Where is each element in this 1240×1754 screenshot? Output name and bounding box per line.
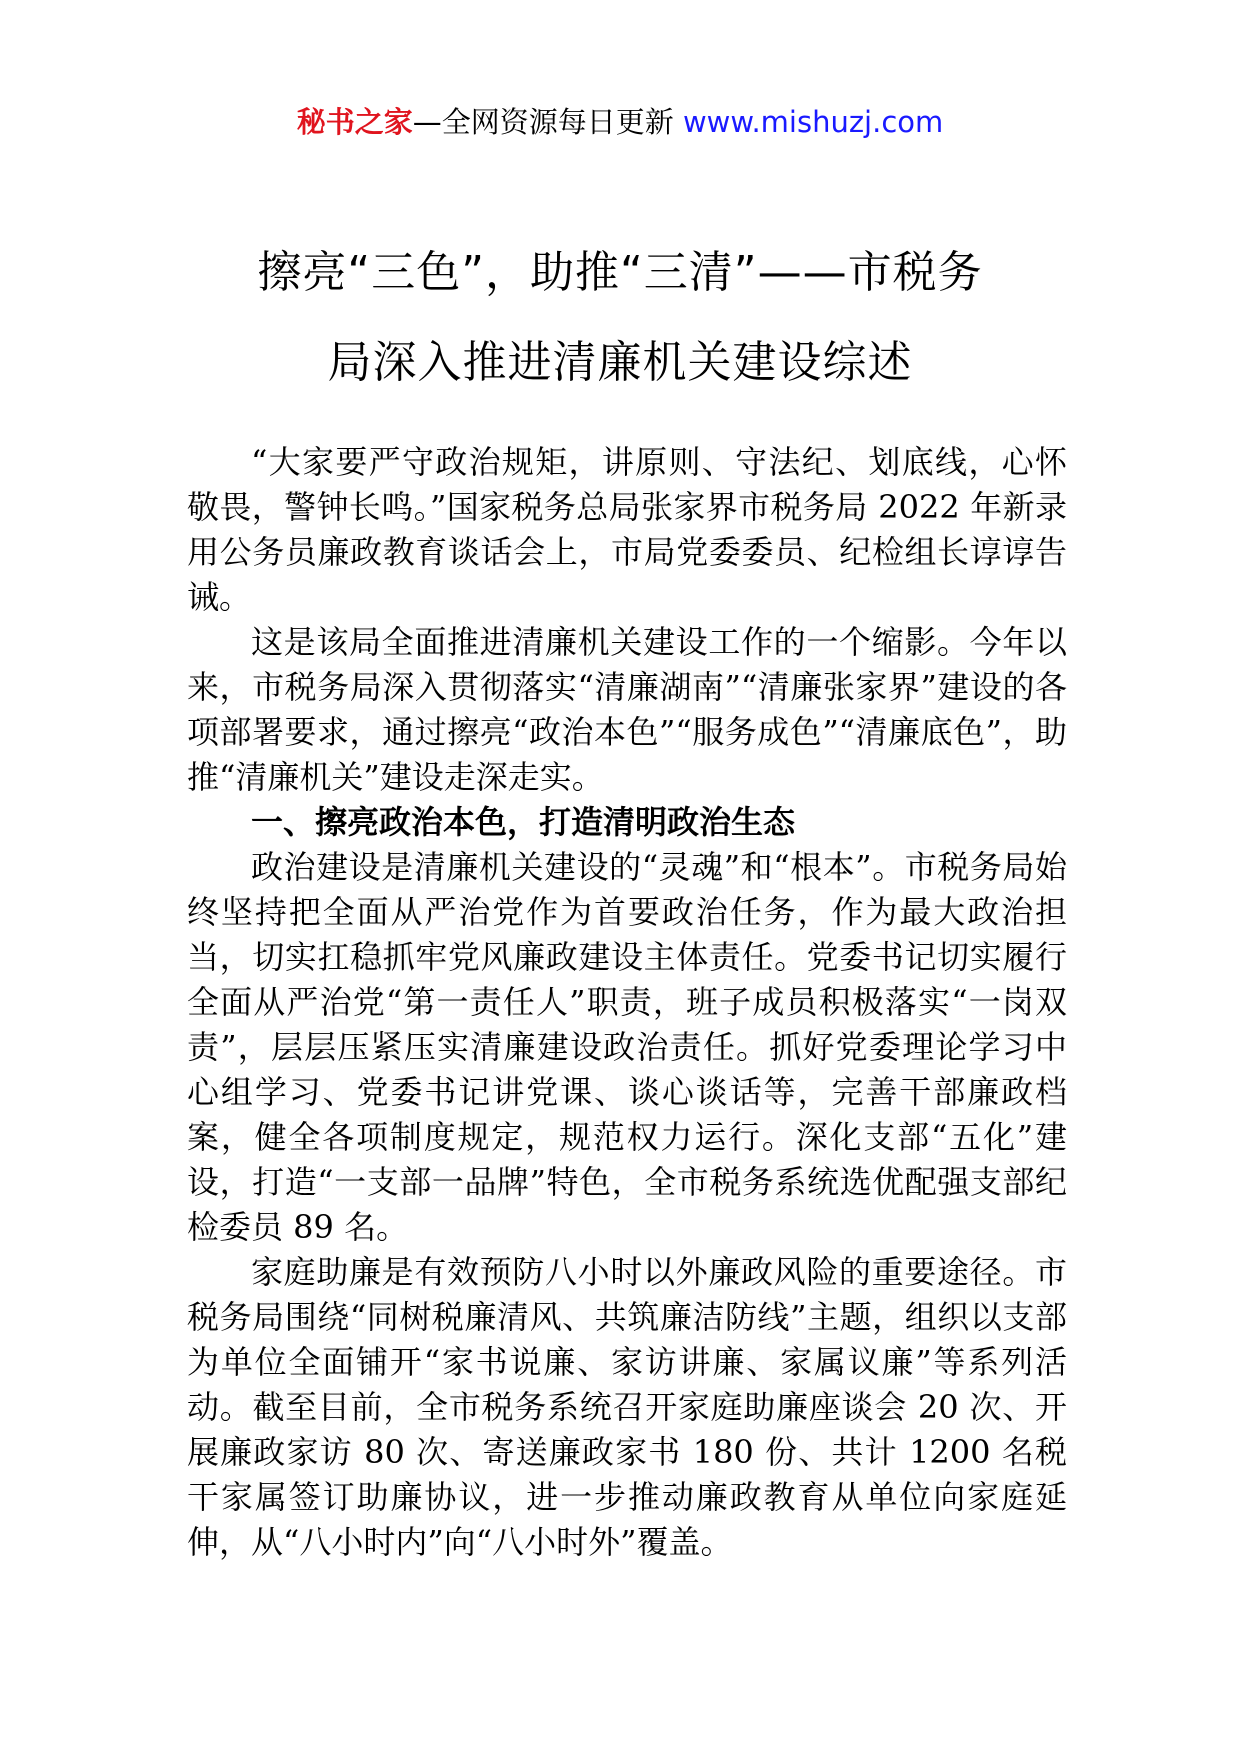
article-title <box>140 228 1100 408</box>
paragraph-3: 政治建设是清廉机关建设的“灵魂”和“根本”。市税务局始终坚持把全面从严治党作为首要政治任务，作为最大政治担当，切实扛稳抓牢党风廉政建设主体责任。党委书记切实履行全面从严治党“第一责任人”职责，班子成员积极落实“一岗双责”，层层压紧压实清廉建设政治责任。抓好党委理论学习中心组学习、党委书记讲党课、谈心谈话等，完善干部廉政档案，健全各项制度规定，规范权力运行。深化支部“五化”建设，打造“一支部一品牌”特色，全市税务系统选优配强支部纪检委员 89 名。 <box>187 848 1067 1246</box>
paragraph-1: “大家要严守政治规矩，讲原则、守法纪、划底线，心怀敬畏，警钟长鸣。”国家税务总局张家界市税务局 2022 年新录用公务员廉政教育谈话会上，市局党委委员、纪检组长谆谆告诫。 <box>187 443 1067 616</box>
site-slogan: —全网资源每日更新 <box>412 105 683 139</box>
article-title-line-2: 局深入推进清廉机关建设综述 <box>327 337 913 388</box>
section-heading-1: 一、擦亮政治本色，打造清明政治生态 <box>251 803 796 841</box>
paragraph-2: 这是该局全面推进清廉机关建设工作的一个缩影。今年以来，市税务局深入贯彻落实“清廉湖南”“清廉张家界”建设的各项部署要求，通过擦亮“政治本色”“服务成色”“清廉底色”，助推“清廉机关”建设走深走实。 <box>187 623 1067 796</box>
paragraph-4: 家庭助廉是有效预防八小时以外廉政风险的重要途径。市税务局围绕“同树税廉清风、共筑廉洁防线”主题，组织以支部为单位全面铺开“家书说廉、家访讲廉、家属议廉”等系列活动。截至目前，全市税务系统召开家庭助廉座谈会 20 次、开展廉政家访 80 次、寄送廉政家书 180 份、共计 1200 名税干家属签订助廉协议，进一步推动廉政教育从单位向家庭延伸，从“八小时内”向“八小时外”覆盖。 <box>187 1253 1067 1561</box>
article-title-line-1: 擦亮“三色”，助推“三清”——市税务 <box>257 247 983 298</box>
site-brand: 秘书之家 <box>296 105 413 139</box>
site-header <box>0 100 1240 144</box>
site-url-link[interactable]: www.mishuzj.com <box>682 105 944 139</box>
article-body <box>187 440 1067 1565</box>
